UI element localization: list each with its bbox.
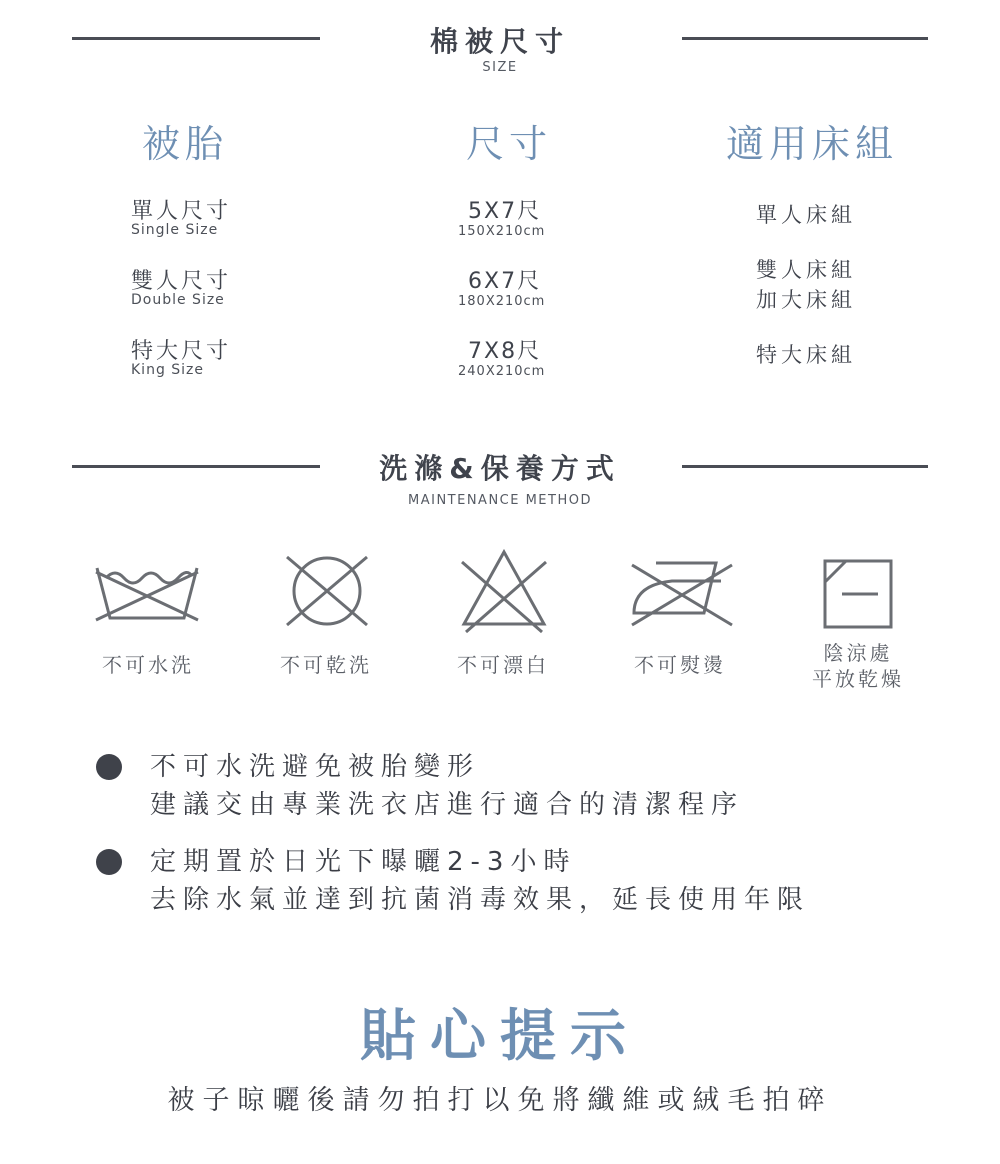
bed-set: 雙人床組 — [756, 258, 856, 282]
size-dimension-cm: 240X210cm — [458, 364, 546, 379]
no-iron-icon — [626, 555, 736, 629]
section-title-size: 棉被尺寸 — [429, 25, 570, 58]
bullet-icon — [96, 849, 122, 875]
column-header-size: 尺寸 — [466, 122, 553, 166]
bed-set: 加大床組 — [756, 288, 856, 312]
size-dimension-cm: 150X210cm — [458, 224, 546, 239]
care-note-line: 建議交由專業洗衣店進行適合的清潔程序 — [150, 790, 745, 820]
care-label-line: 陰涼處 — [823, 641, 893, 665]
care-label-no-wash: 不可水洗 — [102, 653, 194, 677]
no-wash-icon — [92, 558, 202, 628]
care-label-no-dry-clean: 不可乾洗 — [280, 653, 372, 677]
size-name-cn: 單人尺寸 — [131, 199, 232, 224]
care-label-dry-flat-shade — [800, 640, 916, 692]
size-name-cn: 特大尺寸 — [131, 339, 232, 364]
bed-set: 特大床組 — [756, 343, 856, 367]
section-subtitle-care: MAINTENANCE METHOD — [408, 493, 592, 508]
size-name-en: Single Size — [131, 222, 219, 238]
section-title-care: 洗滌&保養方式 — [379, 452, 621, 485]
care-note-line: 不可水洗避免被胎變形 — [150, 752, 481, 782]
column-header-bed-set: 適用床組 — [726, 122, 899, 166]
size-dimension: 7X8尺 — [468, 339, 542, 364]
size-dimension: 6X7尺 — [468, 269, 542, 294]
care-label-no-bleach: 不可漂白 — [457, 653, 549, 677]
care-note-line: 定期置於日光下曝曬2-3小時 — [150, 847, 577, 877]
tips-title: 貼心提示 — [360, 1004, 640, 1069]
tips-text: 被子晾曬後請勿拍打以免將纖維或絨毛拍碎 — [167, 1085, 833, 1116]
care-label-line: 平放乾燥 — [812, 667, 904, 691]
care-label-no-iron: 不可熨燙 — [634, 653, 726, 677]
bullet-icon — [96, 754, 122, 780]
care-note — [150, 843, 810, 919]
dry-flat-shade-icon — [822, 558, 894, 630]
size-dimension-cm: 180X210cm — [458, 294, 546, 309]
column-header-quilt: 被胎 — [142, 122, 229, 166]
size-name-en: Double Size — [131, 292, 225, 308]
care-note — [150, 748, 744, 824]
section-subtitle-size: SIZE — [482, 60, 518, 75]
size-dimension: 5X7尺 — [468, 199, 542, 224]
care-note-line: 去除水氣並達到抗菌消毒效果，延長使用年限 — [150, 885, 811, 915]
no-bleach-icon — [458, 548, 550, 634]
size-name-cn: 雙人尺寸 — [131, 269, 232, 294]
bed-set: 單人床組 — [756, 203, 856, 227]
size-name-en: King Size — [131, 362, 205, 378]
no-dry-clean-icon — [283, 553, 371, 629]
